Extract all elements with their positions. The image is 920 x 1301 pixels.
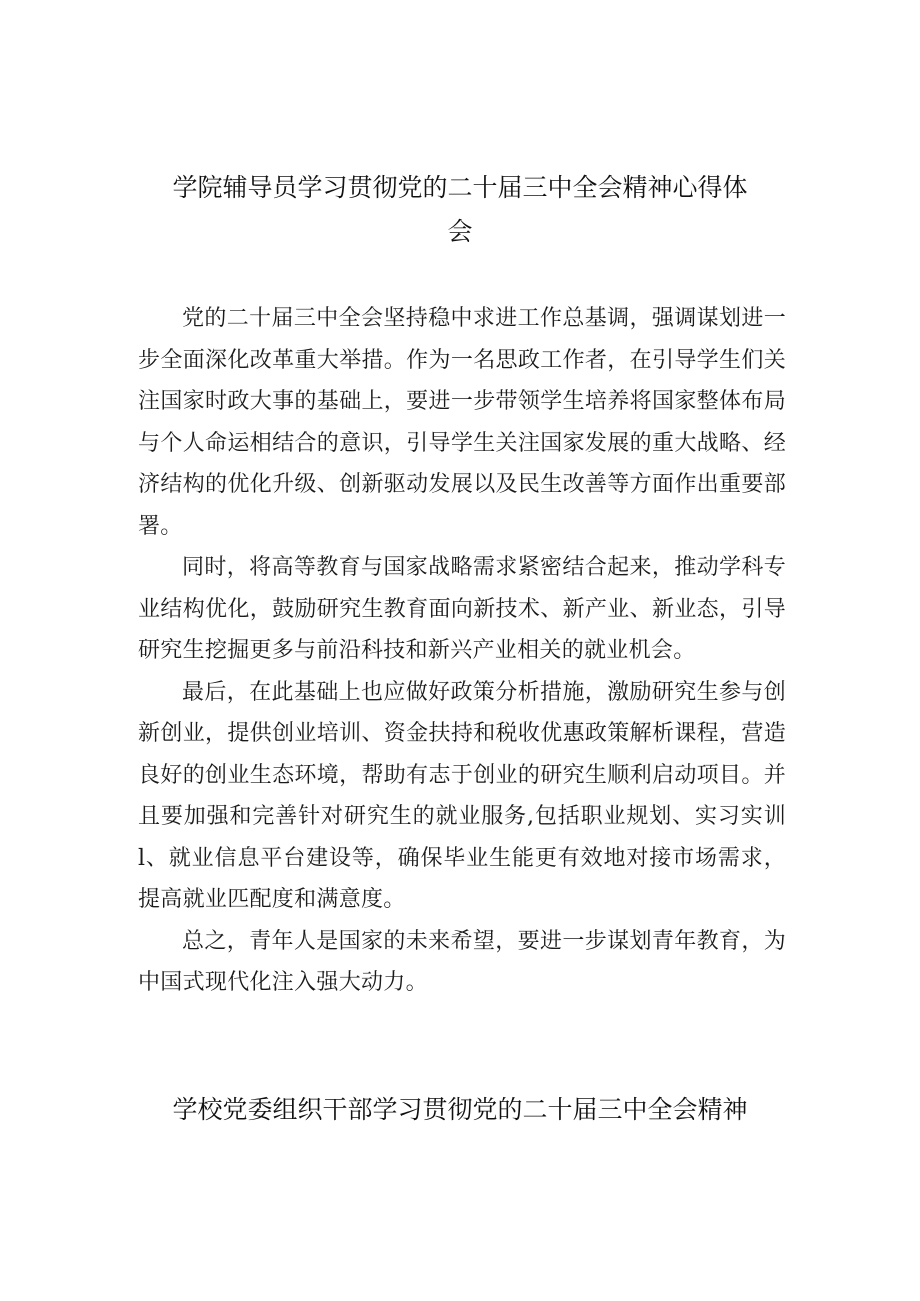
paragraph: 党的二十届三中全会坚持稳中求进工作总基调，强调谋划进一步全面深化改革重大举措。作为一名思政工作者，在引导学生们关注国家时政大事的基础上，要进一步带领学生培养将国家整体布局与个人命运相结合的意识，引导学生关注国家发展的重大战略、经济结构的优化升级、创新驱动发展以及民生改善等方面作出重要部署。: [138, 306, 786, 539]
document-title-line-1: 学院辅导员学习贯彻党的二十届三中全会精神心得体: [172, 173, 748, 202]
paragraph: 总之，青年人是国家的未来希望，要进一步谋划青年教育，为中国式现代化注入强大动力。: [138, 928, 786, 995]
document-title: [0, 166, 920, 254]
document-title-line-2: 会: [447, 217, 473, 246]
paragraph: 最后，在此基础上也应做好政策分析措施，激励研究生参与创新创业，提供创业培训、资金扶持和税收优惠政策解析课程，营造良好的创业生态环境，帮助有志于创业的研究生顺利启动项目。并且要加强和完善针对研究生的就业服务,包括职业规划、实习实训l、就业信息平台建设等，确保毕业生能更有效地对接市场需求，提高就业匹配度和满意度。: [138, 679, 786, 912]
paragraph: 同时，将高等教育与国家战略需求紧密结合起来，推动学科专业结构优化，鼓励研究生教育面向新技术、新产业、新业态，引导研究生挖掘更多与前沿科技和新兴产业相关的就业机会。: [138, 555, 786, 663]
next-article-title: 学校党委组织干部学习贯彻党的二十届三中全会精神: [172, 1095, 748, 1124]
document-body: [138, 298, 786, 1004]
